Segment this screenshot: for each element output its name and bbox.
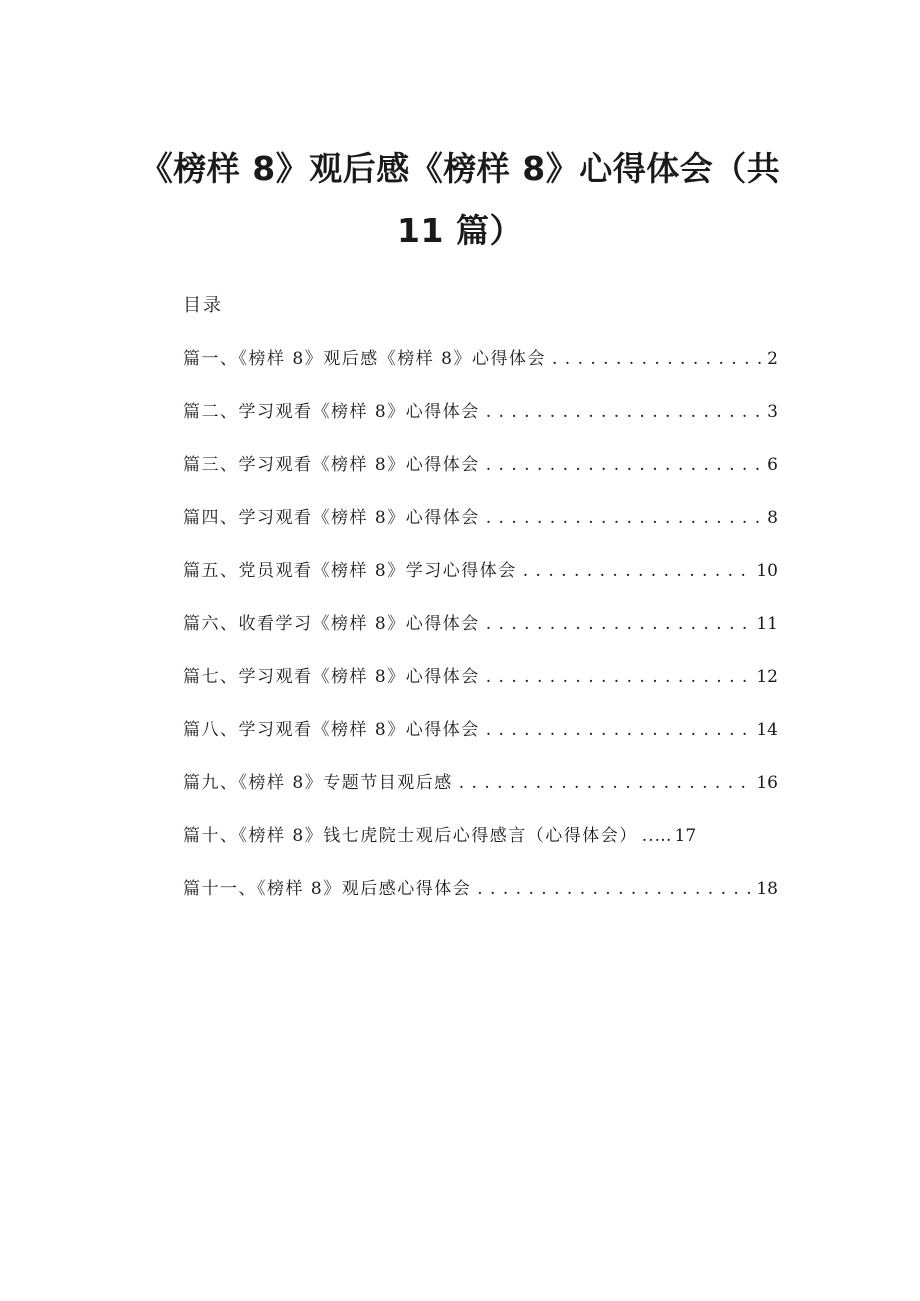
toc-entry-page: 2 xyxy=(767,349,778,369)
toc-entry[interactable] xyxy=(183,505,778,558)
toc-leader-dots xyxy=(480,664,755,690)
toc-entry-label: 篇三、学习观看《榜样 8》心得体会 xyxy=(183,455,480,475)
toc-leader-dots xyxy=(480,399,765,425)
toc-entry[interactable] xyxy=(183,770,778,823)
toc-entry-label: 篇二、学习观看《榜样 8》心得体会 xyxy=(183,402,480,422)
toc-entry-page: 12 xyxy=(756,667,778,687)
toc-leader-dots: ..… xyxy=(641,826,673,846)
toc-entry[interactable] xyxy=(183,611,778,664)
toc-leader-dots xyxy=(480,452,765,478)
toc-leader-dots xyxy=(471,876,754,902)
toc-entry-page: 11 xyxy=(756,614,778,634)
toc-entry-page: 6 xyxy=(767,455,778,475)
toc-entry[interactable] xyxy=(183,664,778,717)
toc-leader-dots xyxy=(480,717,755,743)
toc-entry-page: 18 xyxy=(756,879,778,899)
toc-entry-label: 篇七、学习观看《榜样 8》心得体会 xyxy=(183,667,480,687)
document-title: 《榜样 8》观后感《榜样 8》心得体会（共 11 篇） xyxy=(139,149,781,250)
toc-entry[interactable] xyxy=(183,558,778,611)
toc-entry[interactable] xyxy=(183,717,778,770)
toc-leader-dots xyxy=(517,558,755,584)
toc-leader-dots xyxy=(480,611,755,637)
table-of-contents xyxy=(183,346,778,929)
toc-entry[interactable] xyxy=(183,346,778,399)
toc-entry[interactable] xyxy=(183,876,778,929)
toc-entry-page: 16 xyxy=(756,773,778,793)
toc-entry-label: 篇四、学习观看《榜样 8》心得体会 xyxy=(183,508,480,528)
toc-leader-dots xyxy=(546,346,765,372)
toc-entry-page: 17 xyxy=(674,826,697,846)
toc-entry-label: 篇六、收看学习《榜样 8》心得体会 xyxy=(183,614,480,634)
toc-heading: 目录 xyxy=(183,295,223,316)
toc-entry-page: 14 xyxy=(756,720,778,740)
toc-entry[interactable] xyxy=(183,823,778,876)
toc-entry-label: 篇十一、《榜样 8》观后感心得体会 xyxy=(183,879,472,899)
toc-entry[interactable] xyxy=(183,399,778,452)
toc-entry-label: 篇九、《榜样 8》专题节目观后感 xyxy=(183,773,453,793)
toc-entry-page: 8 xyxy=(767,508,778,528)
toc-leader-dots xyxy=(480,505,765,531)
toc-entry-label: 篇八、学习观看《榜样 8》心得体会 xyxy=(183,720,480,740)
toc-entry-page: 3 xyxy=(767,402,778,422)
toc-leader-dots xyxy=(453,770,755,796)
toc-entry[interactable] xyxy=(183,452,778,505)
toc-entry-label: 篇一、《榜样 8》观后感《榜样 8》心得体会 xyxy=(183,349,546,369)
toc-entry-label: 篇十、《榜样 8》钱七虎院士观后心得感言（心得体会） xyxy=(183,826,638,846)
toc-entry-label: 篇五、党员观看《榜样 8》学习心得体会 xyxy=(183,561,517,581)
toc-entry-page: 10 xyxy=(756,561,778,581)
